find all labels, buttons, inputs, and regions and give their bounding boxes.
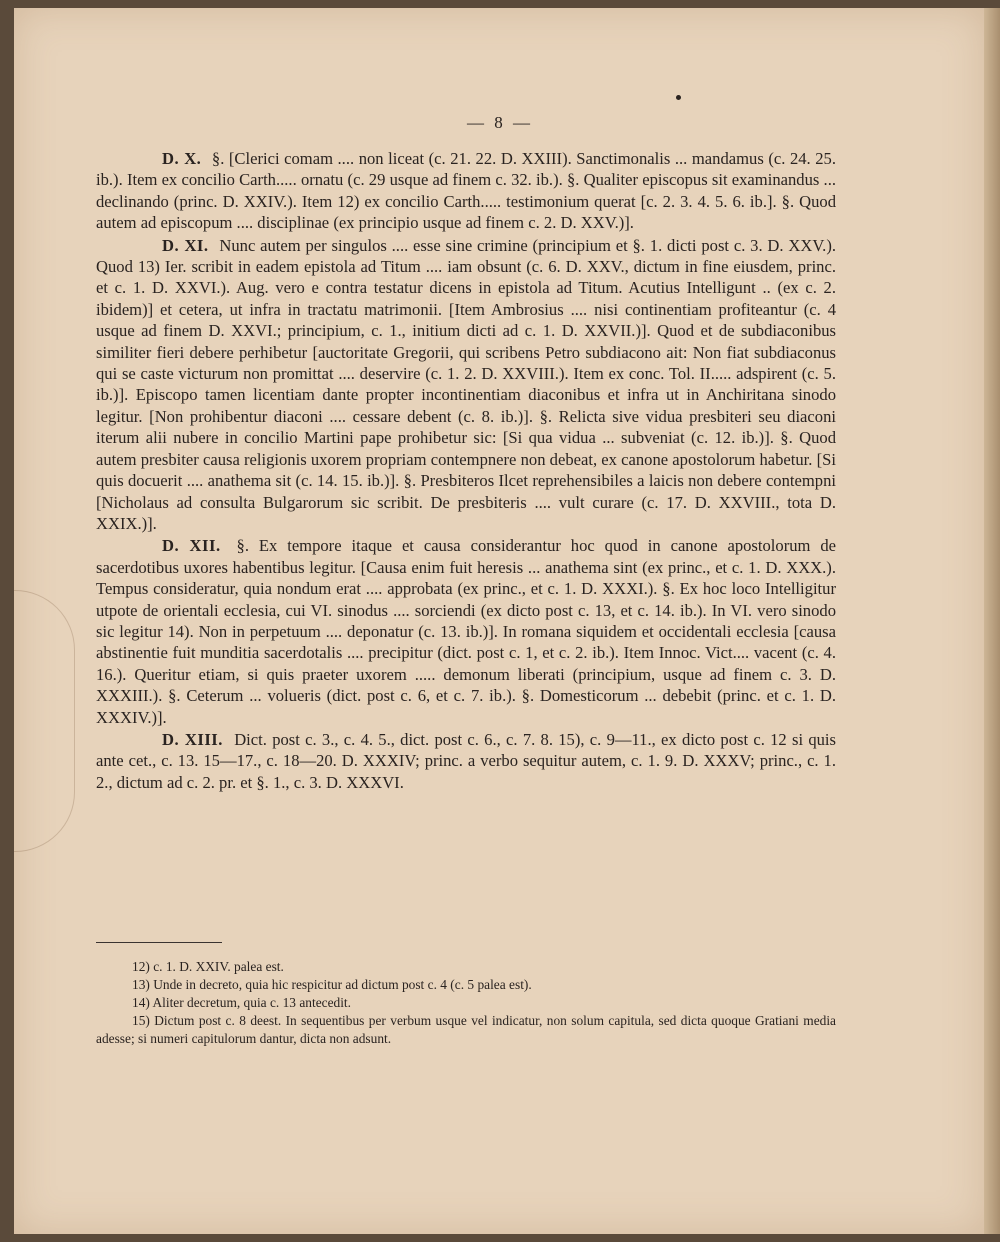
section-label: D. XIII. <box>162 729 223 749</box>
paragraph-d-xi <box>96 235 836 535</box>
paragraph-d-x <box>96 148 836 234</box>
footnote: 13) Unde in decreto, quia hic respicitur ad dictum post c. 4 (c. 5 palea est). <box>132 977 532 992</box>
paragraph-text: Dict. post c. 3., c. 4. 5., dict. post c. 6., c. 7. 8. 15), c. 9—11., ex dicto post c. 12 si quis ante cet., c. 13. 15—17., c. 18—20. D. XXXIV; princ. a verbo sequitur autem, c. 1. 9. D. XXXV; princ., c. 1. 2., dictum ad c. 2. pr. et §. 1., c. 3. D. XXXVI. <box>96 729 836 792</box>
paragraph-d-xii <box>96 535 836 728</box>
ink-spot <box>676 95 681 100</box>
main-text <box>96 148 836 794</box>
section-label: D. XI. <box>162 235 209 255</box>
paragraph-d-xiii <box>96 729 836 793</box>
footnote: 15) Dictum post c. 8 deest. In sequentibus per verbum usque vel indicatur, non solum capitula, sed dicta quoque Gratiani media adesse; si numeri capitulorum dantur, dicta non adsunt. <box>96 1013 836 1046</box>
paper-fold-mark <box>14 590 75 852</box>
paragraph-text: §. Ex tempore itaque et causa considerantur hoc quod in canone apostolorum de sacerdotibus uxores habentibus legitur. [Causa enim fuit heresis ... anathema sint (ex princ., et c. 1. D. XXX.). Tempus consideratur, quia nondum erat .... approbata (ex princ., et c. 1. D. XXXI.). §. Ex hoc loco Intelligitur utpote de orientali ecclesia, cui VI. sinodus .... sorciendi (ex dicto post c. 13, et c. 14. ib.). In VI. vero sinodo sic legitur 14). Non in perpetuum .... deponatur (c. 13. ib.)]. In romana siquidem et occidentali ecclesia [causa abstinentie fuit munditia sacerdotalis .... precipitur (dict. post c. 1, et c. 2. ib.). Item Innoc. Vict.... vacent (c. 4. 16.). Queritur etiam, si quis praeter uxorem ..... demonum liberati (principium, usque ad finem c. 3. D. XXXIII.). §. Ceterum ... volueris (dict. post c. 6, et c. 7. ib.). §. Domesticorum ... debebit (princ. et c. 1. D. XXXIV.)]. <box>96 536 837 727</box>
page-edge <box>984 8 1000 1234</box>
footnote-rule <box>96 942 222 943</box>
footnote: 14) Aliter decretum, quia c. 13 antecedit. <box>132 995 352 1010</box>
footnotes <box>96 958 836 1048</box>
footnote: 12) c. 1. D. XXIV. palea est. <box>132 959 284 974</box>
paragraph-text: §. [Clerici comam .... non liceat (c. 21. 22. D. XXIII). Sanctimonalis ... mandamus (c. 24. 25. ib.). Item ex concilio Carth..... ornatu (c. 29 usque ad finem c. 32. ib.). §. Qualiter episcopus sit examinandus ... declinando (princ. D. XXIV.). Item 12) ex concilio Carth..... testimonium querat [c. 2. 3. 4. 5. 6. ib.]. §. Quod autem ad episcopum .... disciplinae (ex principio usque ad finem c. 2. D. XXV.)]. <box>96 149 836 233</box>
paragraph-text: Nunc autem per singulos .... esse sine crimine (principium et §. 1. dicti post c. 3. D. XXV.). Quod 13) Ier. scribit in eadem epistola ad Titum .... iam obsunt (c. 6. D. XXV., dictum in fine eiusdem, princ. et c. 1. D. XXVI.). Aug. vero e contra testatur dicens in epistola ad Titum. Acutius Intelligunt .. (ex c. 2. ibidem)] et cetera, ut infra in tractatu matrimonii. [Item Ambrosius .... nisi continentiam profiteantur (c. 4 usque ad finem D. XXVI.; principium, c. 1., initium dicti ad c. 1. D. XXVII.)]. Quod et de subdiaconibus similiter fieri debere perhibetur [auctoritate Gregorii, qui scribens Petro subdiacono ait: Non fiat subdiaconus qui se caste victurum non promittat .... deservire (c. 1. 2. D. XXVIII.). Item ex conc. Tol. II..... adspirent (c. 5. ib.)]. Episcopo tamen licentiam dante propter incontinentiam diaconibus et infra ut in Anchiritana sinodo legitur. [Non prohibentur diaconi .... cessare debent (c. 8. ib.)]. §. Relicta sive vidua presbiteri seu diaconi iterum alii nubere in concilio Martini pape prohibetur sic: [Si qua vidua ... subveniat (c. 12. ib.)]. §. Quod autem presbiter causa religionis uxorem propriam contempnere non debeat, ex canone apostolorum habetur. [Si quis docuerit .... anathema sit (c. 14. 15. ib.)]. §. Presbiteros Ilcet reprehensibiles a laicis non debere contempni [Nicholaus ad consulta Bulgarorum sic scribit. De presbiteris .... vult curare (c. 17. D. XXVIII., tota D. XXIX.)]. <box>96 235 836 533</box>
section-label: D. XII. <box>162 536 221 556</box>
page-number: — 8 — <box>467 113 533 132</box>
section-label: D. X. <box>162 149 202 168</box>
